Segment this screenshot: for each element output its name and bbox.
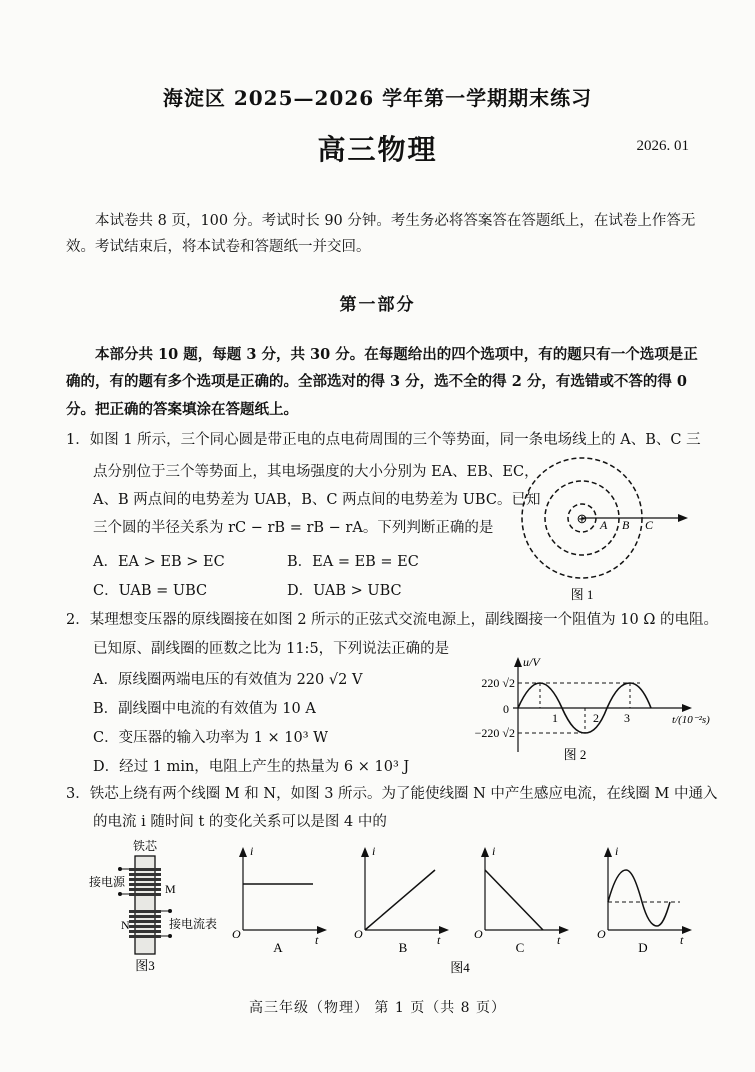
point-c-label: C [645,518,654,532]
page-footer: 高三年级（物理） 第 1 页（共 8 页） [248,1000,507,1016]
panel-a[interactable] [232,844,327,955]
panel-a-label: A [273,940,283,955]
y-min-label: −220 √2 [474,726,515,740]
q1-line-2: 点分别位于三个等势面上，其电场强度的大小分别为 EA、EB、EC， [93,464,539,480]
panel-c-origin: O [474,927,483,941]
q2-option-c[interactable]: C．变压器的输入功率为 1 × 10³ W [93,730,329,746]
panel-d-label: D [638,940,648,955]
exam-title: 海淀区 2025—2026 学年第一学期期末练习 [162,86,593,110]
part-title: 第一部分 [339,295,416,315]
panel-a-t-label: t [315,933,319,947]
q1-line-4: 三个圆的半径关系为 rC − rB = rB − rA。下列判断正确的是 [93,520,494,536]
part-instructions-1: 本部分共 10 题，每题 3 分，共 30 分。在每题给出的四个选项中，有的题只有一个选项是正 [95,346,698,363]
figure-2-caption: 图 2 [563,747,587,762]
panel-d-t-label: t [680,933,684,947]
q1-option-a[interactable]: A．EA > EB > EC [93,554,225,570]
panel-a-i-label: i [250,844,254,858]
point-a-label: A [600,518,608,532]
figure-1-caption: 图 1 [570,587,594,602]
iron-core-label: 铁芯 [132,839,158,853]
panel-b-t-label: t [437,933,441,947]
panel-d[interactable] [597,844,692,955]
panel-b-label: B [398,940,408,955]
q3-line-2: 的电流 i 随时间 t 的变化关系可以是图 4 中的 [93,814,387,830]
panel-b-origin: O [354,927,363,941]
q2-option-a[interactable]: A．原线圈两端电压的有效值为 220 √2 V [93,672,363,688]
q2-line-2: 已知原、副线圈的匝数之比为 11:5，下列说法正确的是 [93,641,450,657]
intro-line-1: 本试卷共 8 页，100 分。考试时长 90 分钟。考生务必将答案答在答题纸上，在试卷上作答无 [95,213,696,229]
intro-line-2: 效。考试结束后，将本试卷和答题纸一并交回。 [66,239,371,255]
figure-3-caption: 图3 [135,958,155,973]
figure-3-iron-core [85,838,235,978]
figure-1-equipotentials [510,458,695,608]
charge-symbol: ⊕ [576,511,588,526]
figure-4-current-graphs [228,840,698,980]
q3-line-1: 3．铁芯上绕有两个线圈 M 和 N，如图 3 所示。为了能使线圈 N 中产生感应电流，在线圈 M 中通入 [66,786,718,802]
point-b-label: B [622,518,630,532]
x-tick-1: 1 [552,711,558,725]
q1-line-3: A、B 两点间的电势差为 UAB，B、C 两点间的电势差为 UBC。已知 [93,492,541,508]
ammeter-label: 接电流表 [169,917,218,931]
figure-2-ac-voltage [455,652,710,767]
part-instructions-2: 确的，有的题有多个选项是正确的。全部选对的得 3 分，选不全的得 2 分，有选错或不答的得 0 [66,373,688,390]
q2-option-d[interactable]: D．经过 1 min，电阻上产生的热量为 6 × 10³ J [93,759,410,775]
q1-option-d[interactable]: D．UAB > UBC [287,583,402,599]
power-source-label: 接电源 [89,875,126,889]
part-instructions-3: 分。把正确的答案填涂在答题纸上。 [66,401,298,418]
x-axis-label: t/(10⁻²s) [672,714,710,726]
q2-line-1: 2．某理想变压器的原线圈接在如图 2 所示的正弦式交流电源上，副线圈接一个阻值为 10 Ω 的电阻。 [66,612,718,628]
q1-option-b[interactable]: B．EA = EB = EC [287,554,419,570]
coil-m-label: M [165,882,176,896]
coil-n-label: N [121,918,130,932]
q1-line-1: 1．如图 1 所示，三个同心圆是带正电的点电荷周围的三个等势面，同一条电场线上的 A、B、C 三 [66,432,701,448]
subject-title: 高三物理 [317,133,438,166]
exam-date: 2026. 01 [636,138,689,154]
panel-c[interactable] [474,844,569,955]
q1-option-c[interactable]: C．UAB = UBC [93,583,208,599]
panel-c-label: C [515,940,525,955]
panel-b-i-label: i [372,844,376,858]
panel-c-t-label: t [557,933,561,947]
figure-4-caption: 图4 [450,960,470,975]
y-axis-label: u/V [523,655,540,669]
y-max-label: 220 √2 [481,676,515,690]
origin-label: 0 [503,702,509,716]
panel-d-i-label: i [615,844,619,858]
panel-c-i-label: i [492,844,496,858]
panel-d-origin: O [597,927,606,941]
x-tick-3: 3 [624,711,630,725]
panel-a-origin: O [232,927,241,941]
q2-option-b[interactable]: B．副线圈中电流的有效值为 10 A [93,701,316,717]
panel-b[interactable] [354,844,449,955]
x-tick-2: 2 [593,711,599,725]
